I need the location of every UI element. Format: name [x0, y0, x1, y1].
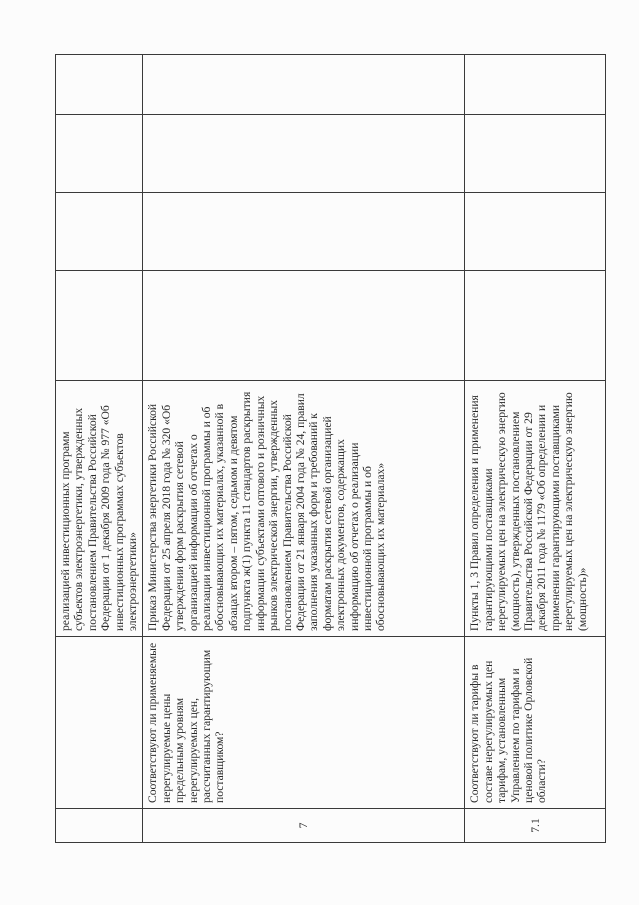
- row-number: [56, 809, 143, 843]
- question-cell: Соответствуют ли применяемые нерегулируемые цены предельным уровням нерегулируемых цен, рассчитанных гарантирующим поставщиком?: [143, 637, 465, 809]
- row-number: 7.1: [465, 809, 606, 843]
- rotated-table-container: [55, 55, 589, 843]
- checklist-table: [55, 54, 606, 843]
- note-cell: [143, 55, 465, 115]
- answer-cell: [143, 271, 465, 381]
- note-cell: [465, 55, 606, 115]
- question-cell: [56, 637, 143, 809]
- answer-cell: [56, 115, 143, 193]
- table-row: [465, 55, 606, 843]
- legal-basis-cell: Приказ Министерства энергетики Российской Федерации от 25 апреля 2018 года № 320 «Об утверждении форм раскрытия сетевой организацией информации об отчетах о реализации инвестиционной программы и об обосновывающих их материалах, указанной в абзацах втором – пятом, седьмом и девятом подпункта ж(1) пункта 11 стандартов раскрытия информации субъектами оптового и розничных рынков электрической энергии, утвержденных постановлением Правительства Российской Федерации от 21 января 2004 года № 24, правил заполнения указанных форм и требований к форматам раскрытия сетевой организацией электронных документов, содержащих информацию об отчетах о реализации инвестиционной программы и об обосновывающих их материалах»: [143, 381, 465, 637]
- table-row: [56, 55, 143, 843]
- answer-cell: [56, 271, 143, 381]
- table-row: [143, 55, 465, 843]
- answer-cell: [465, 193, 606, 271]
- legal-basis-cell: реализацией инвестиционных программ субъектов электроэнергетики, утвержденных постановлением Правительства Российской Федерации от 1 декабря 2009 года № 977 «Об инвестиционных программах субъектов электроэнергетики»: [56, 381, 143, 637]
- note-cell: [56, 55, 143, 115]
- answer-cell: [465, 115, 606, 193]
- row-number: 7: [143, 809, 465, 843]
- answer-cell: [56, 193, 143, 271]
- answer-cell: [143, 193, 465, 271]
- legal-basis-cell: Пункты 1, 3 Правил определения и применения гарантирующими поставщиками нерегулируемых цен на электрическую энергию (мощность), утвержденных постановлением Правительства Российской Федерации от 29 декабря 2011 года № 1179 «Об определении и применении гарантирующими поставщиками нерегулируемых цен на электрическую энергию (мощность)»: [465, 381, 606, 637]
- answer-cell: [465, 271, 606, 381]
- question-cell: Соответствуют ли тарифы в составе нерегулируемых цен тарифам, установленным Управлением по тарифам и ценовой политике Орловской области?: [465, 637, 606, 809]
- answer-cell: [143, 115, 465, 193]
